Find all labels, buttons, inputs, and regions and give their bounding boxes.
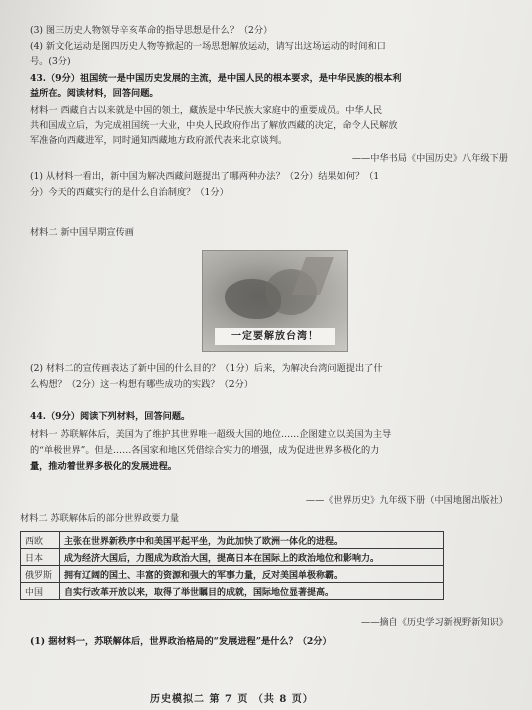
table-cell-name: 俄罗斯 [21, 566, 60, 583]
question-43-sub1-line2: 分）今天的西藏实行的是什么自治制度？（1分） [30, 187, 229, 198]
material-44-1-line1: 材料一 苏联解体后，美国为了维护其世界唯一超级大国的地位……企图建立以美国为主导 [30, 429, 392, 440]
question-3-sub4-line2: 号。(3分) [30, 56, 71, 67]
material-44-2-label: 材料二 苏联解体后的部分世界政要力量 [20, 513, 180, 524]
question-43-sub2-line2: 么构想？（2分）这一构想有哪些成功的实践？（2分） [30, 379, 254, 390]
table-cell-text: 自实行改革开放以来，取得了举世瞩目的成就，国际地位显著提高。 [60, 583, 444, 600]
material-44-1-line3: 量，推动着世界多极化的发展进程。 [30, 461, 177, 472]
table-cell-text: 主张在世界新秩序中和美国平起平坐，为此加快了欧洲一体化的进程。 [60, 532, 444, 549]
table-source: ——摘自《历史学习新视野新知识》 [361, 617, 508, 628]
material-1-line3: 军准备向西藏进军，同时通知西藏地方政府派代表来北京谈判。 [30, 135, 288, 146]
table-row [21, 549, 444, 566]
table-row [21, 532, 444, 549]
question-43-sub2-line1: (2) 材料二的宣传画表达了新中国的什么目的？（1分）后来，为解决台湾问题提出了什 [30, 363, 383, 374]
question-44-title: 44.（9分）阅读下列材料，回答问题。 [30, 411, 191, 422]
material-44-1-source: ——《世界历史》九年级下册（中国地图出版社） [305, 495, 508, 506]
material-2-label: 材料二 新中国早期宣传画 [30, 227, 134, 238]
table-cell-name: 日本 [21, 549, 60, 566]
question-3-sub3: (3) 图三历史人物领导辛亥革命的指导思想是什么？（2分） [30, 25, 273, 36]
table-row [21, 566, 444, 583]
material-44-1-line2: 的“单极世界”。但是……各国家和地区凭借综合实力的增强，成为促进世界多极化的力 [30, 445, 380, 456]
propaganda-poster-image [202, 250, 348, 352]
table-cell-text: 拥有辽阔的国土、丰富的资源和强大的军事力量，反对美国单极称霸。 [60, 566, 444, 583]
material-1-line2: 共和国成立后，为完成祖国统一大业，中央人民政府作出了解放西藏的决定，命令人民解放 [30, 120, 398, 131]
poster-banner-text: 一定要解放台湾！ [215, 328, 335, 345]
question-3-sub4-line1: (4) 新文化运动是图四历史人物等掀起的一场思想解放运动，请写出这场运动的时间和口 [30, 41, 386, 52]
material-1-line1: 材料一 西藏自古以来就是中国的领土，藏族是中华民族大家庭中的重要成员。中华人民 [30, 105, 383, 116]
material-1-source: ——中华书局《中国历史》八年级下册 [351, 153, 508, 164]
question-43-title-line1: 43.（9分）祖国统一是中国历史发展的主流，是中国人民的根本要求，是中华民族的根本利 [30, 73, 402, 84]
table-row [21, 583, 444, 600]
world-powers-table [20, 531, 444, 600]
poster-figure-shape [292, 257, 334, 295]
table-cell-name: 西欧 [21, 532, 60, 549]
table-cell-text: 成为经济大国后，力图成为政治大国，提高日本在国际上的政治地位和影响力。 [60, 549, 444, 566]
page-footer: 历史模拟二 第 7 页 （共 8 页） [150, 694, 314, 705]
table-cell-name: 中国 [21, 583, 60, 600]
question-44-sub1: (1) 据材料一，苏联解体后，世界政治格局的“发展进程”是什么？（2分） [30, 636, 332, 647]
question-43-title-line2: 益所在。阅读材料，回答问题。 [30, 88, 159, 99]
question-43-sub1-line1: (1) 从材料一看出，新中国为解决西藏问题提出了哪两种办法？（2分）结果如何？（1 [30, 171, 380, 182]
